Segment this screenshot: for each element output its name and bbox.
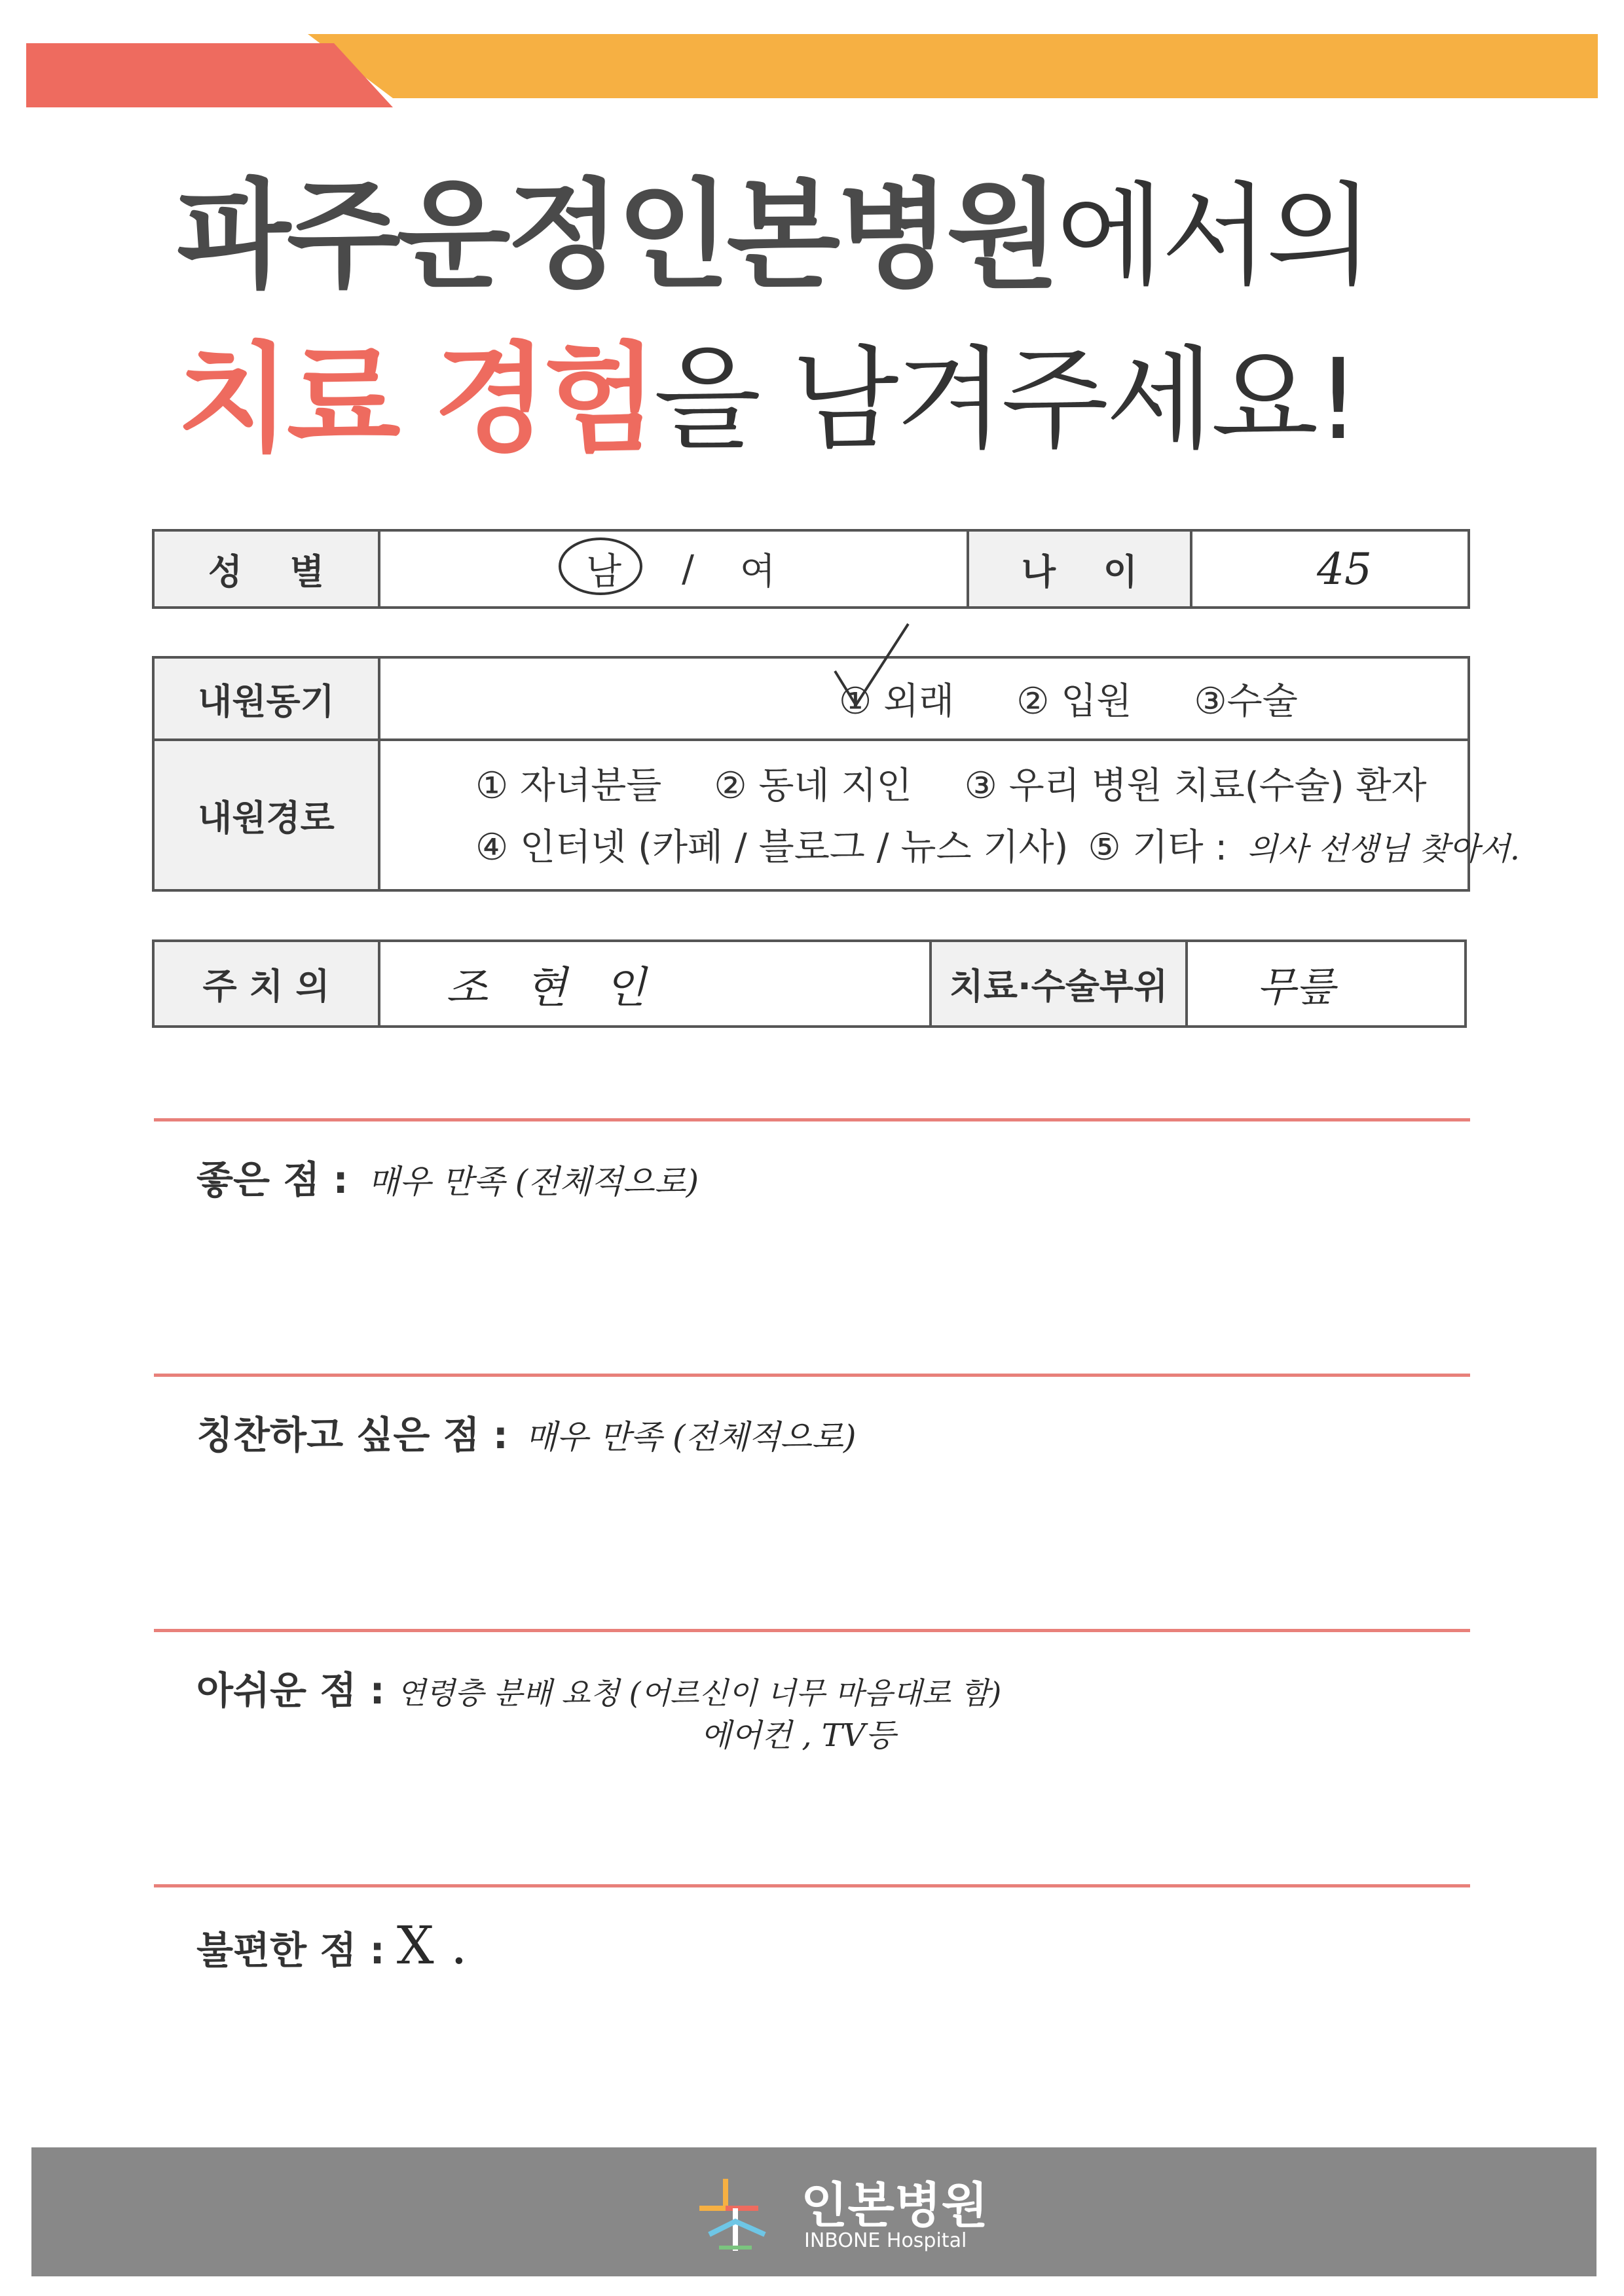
praise-section	[196, 1404, 856, 1459]
motive-option-surgery[interactable]: ③수술	[1194, 680, 1298, 723]
route-label: 내원경로	[155, 741, 380, 889]
check-mark-icon	[830, 620, 928, 718]
regret-value-line-1[interactable]: 연령층 분배 요청 (어르신이 너무 마음대로 함)	[396, 1675, 1002, 1711]
banner-orange-stripe	[308, 34, 1598, 98]
title-line-2	[177, 321, 1460, 468]
gender-age-table	[152, 529, 1470, 609]
route-options-row-1	[475, 757, 1427, 809]
selection-circle	[559, 538, 642, 595]
motive-row	[155, 659, 1467, 741]
footer-bar	[31, 2147, 1596, 2276]
doctor-table	[152, 939, 1467, 1028]
good-point-label: 좋은 점 :	[196, 1157, 348, 1202]
site-value: 무릎	[1257, 963, 1335, 1011]
route-options-row-2	[475, 818, 1520, 871]
age-value: 45	[1317, 543, 1372, 594]
top-banner	[26, 34, 1598, 107]
section-divider	[154, 1374, 1470, 1377]
gender-option-female[interactable]: 여	[739, 551, 776, 593]
praise-value[interactable]: 매우 만족 (전체적으로)	[525, 1418, 857, 1456]
title-highlight: 치료 경험	[177, 331, 654, 468]
gender-option-male[interactable]	[572, 543, 636, 595]
inbone-logo-icon	[686, 2172, 784, 2257]
route-option-patient[interactable]: ③ 우리 병원 치료(수술) 환자	[964, 765, 1427, 807]
good-point-section	[196, 1149, 699, 1204]
motive-label: 내원동기	[155, 659, 380, 738]
footer-hospital-name: 인본병원	[801, 2178, 988, 2234]
motive-option-outpatient[interactable]	[839, 672, 954, 725]
section-divider	[154, 1629, 1470, 1632]
inconvenient-section	[196, 1915, 468, 1976]
route-row	[155, 741, 1520, 889]
route-option-neighbor[interactable]: ② 동네 지인	[714, 765, 912, 807]
motive-options	[380, 659, 1467, 738]
title-suffix: 에서의	[1056, 171, 1371, 301]
title-line-1	[177, 157, 1460, 304]
doctor-field[interactable]	[380, 942, 929, 1025]
motive-outpatient-text: ① 외래	[839, 680, 955, 723]
hospital-name: 파주운정인본병원	[177, 168, 1057, 304]
inconvenient-label: 불편한 점 :	[196, 1928, 385, 1973]
regret-section	[196, 1660, 1001, 1715]
title-request: 을 남겨주세요!	[654, 335, 1358, 465]
banner-red-stripe	[26, 43, 393, 107]
praise-label: 칭찬하고 싶은 점 :	[196, 1413, 508, 1457]
age-field[interactable]	[1192, 532, 1467, 606]
gender-separator: /	[682, 547, 694, 591]
route-option-other[interactable]: ⑤ 기타 :	[1088, 826, 1228, 869]
section-divider	[154, 1118, 1470, 1121]
regret-label: 아쉬운 점 :	[196, 1668, 385, 1713]
visit-table	[152, 656, 1520, 892]
motive-option-inpatient[interactable]: ② 입원	[1016, 680, 1132, 723]
site-field[interactable]	[1188, 942, 1464, 1025]
route-other-value: 의사 선생님 찾아서.	[1247, 831, 1520, 867]
footer-hospital-name-en: INBONE Hospital	[804, 2229, 967, 2252]
site-label: 치료·수술부위	[929, 942, 1188, 1025]
gender-label: 성 별	[155, 532, 380, 606]
route-option-children[interactable]: ① 자녀분들	[475, 765, 662, 807]
doctor-label: 주 치 의	[155, 942, 380, 1025]
gender-male-text: 남	[585, 551, 622, 593]
gender-field[interactable]	[380, 532, 967, 606]
regret-value-line-2[interactable]: 에어컨 , TV등	[701, 1717, 896, 1754]
route-option-internet[interactable]: ④ 인터넷 (카페 / 블로그 / 뉴스 기사)	[475, 826, 1069, 869]
good-point-value[interactable]: 매우 만족 (전체적으로)	[367, 1163, 699, 1201]
inconvenient-value[interactable]: X .	[396, 1915, 468, 1976]
doctor-value: 조 현 인	[446, 962, 658, 1013]
section-divider	[154, 1884, 1470, 1887]
age-label: 나 이	[967, 532, 1192, 606]
